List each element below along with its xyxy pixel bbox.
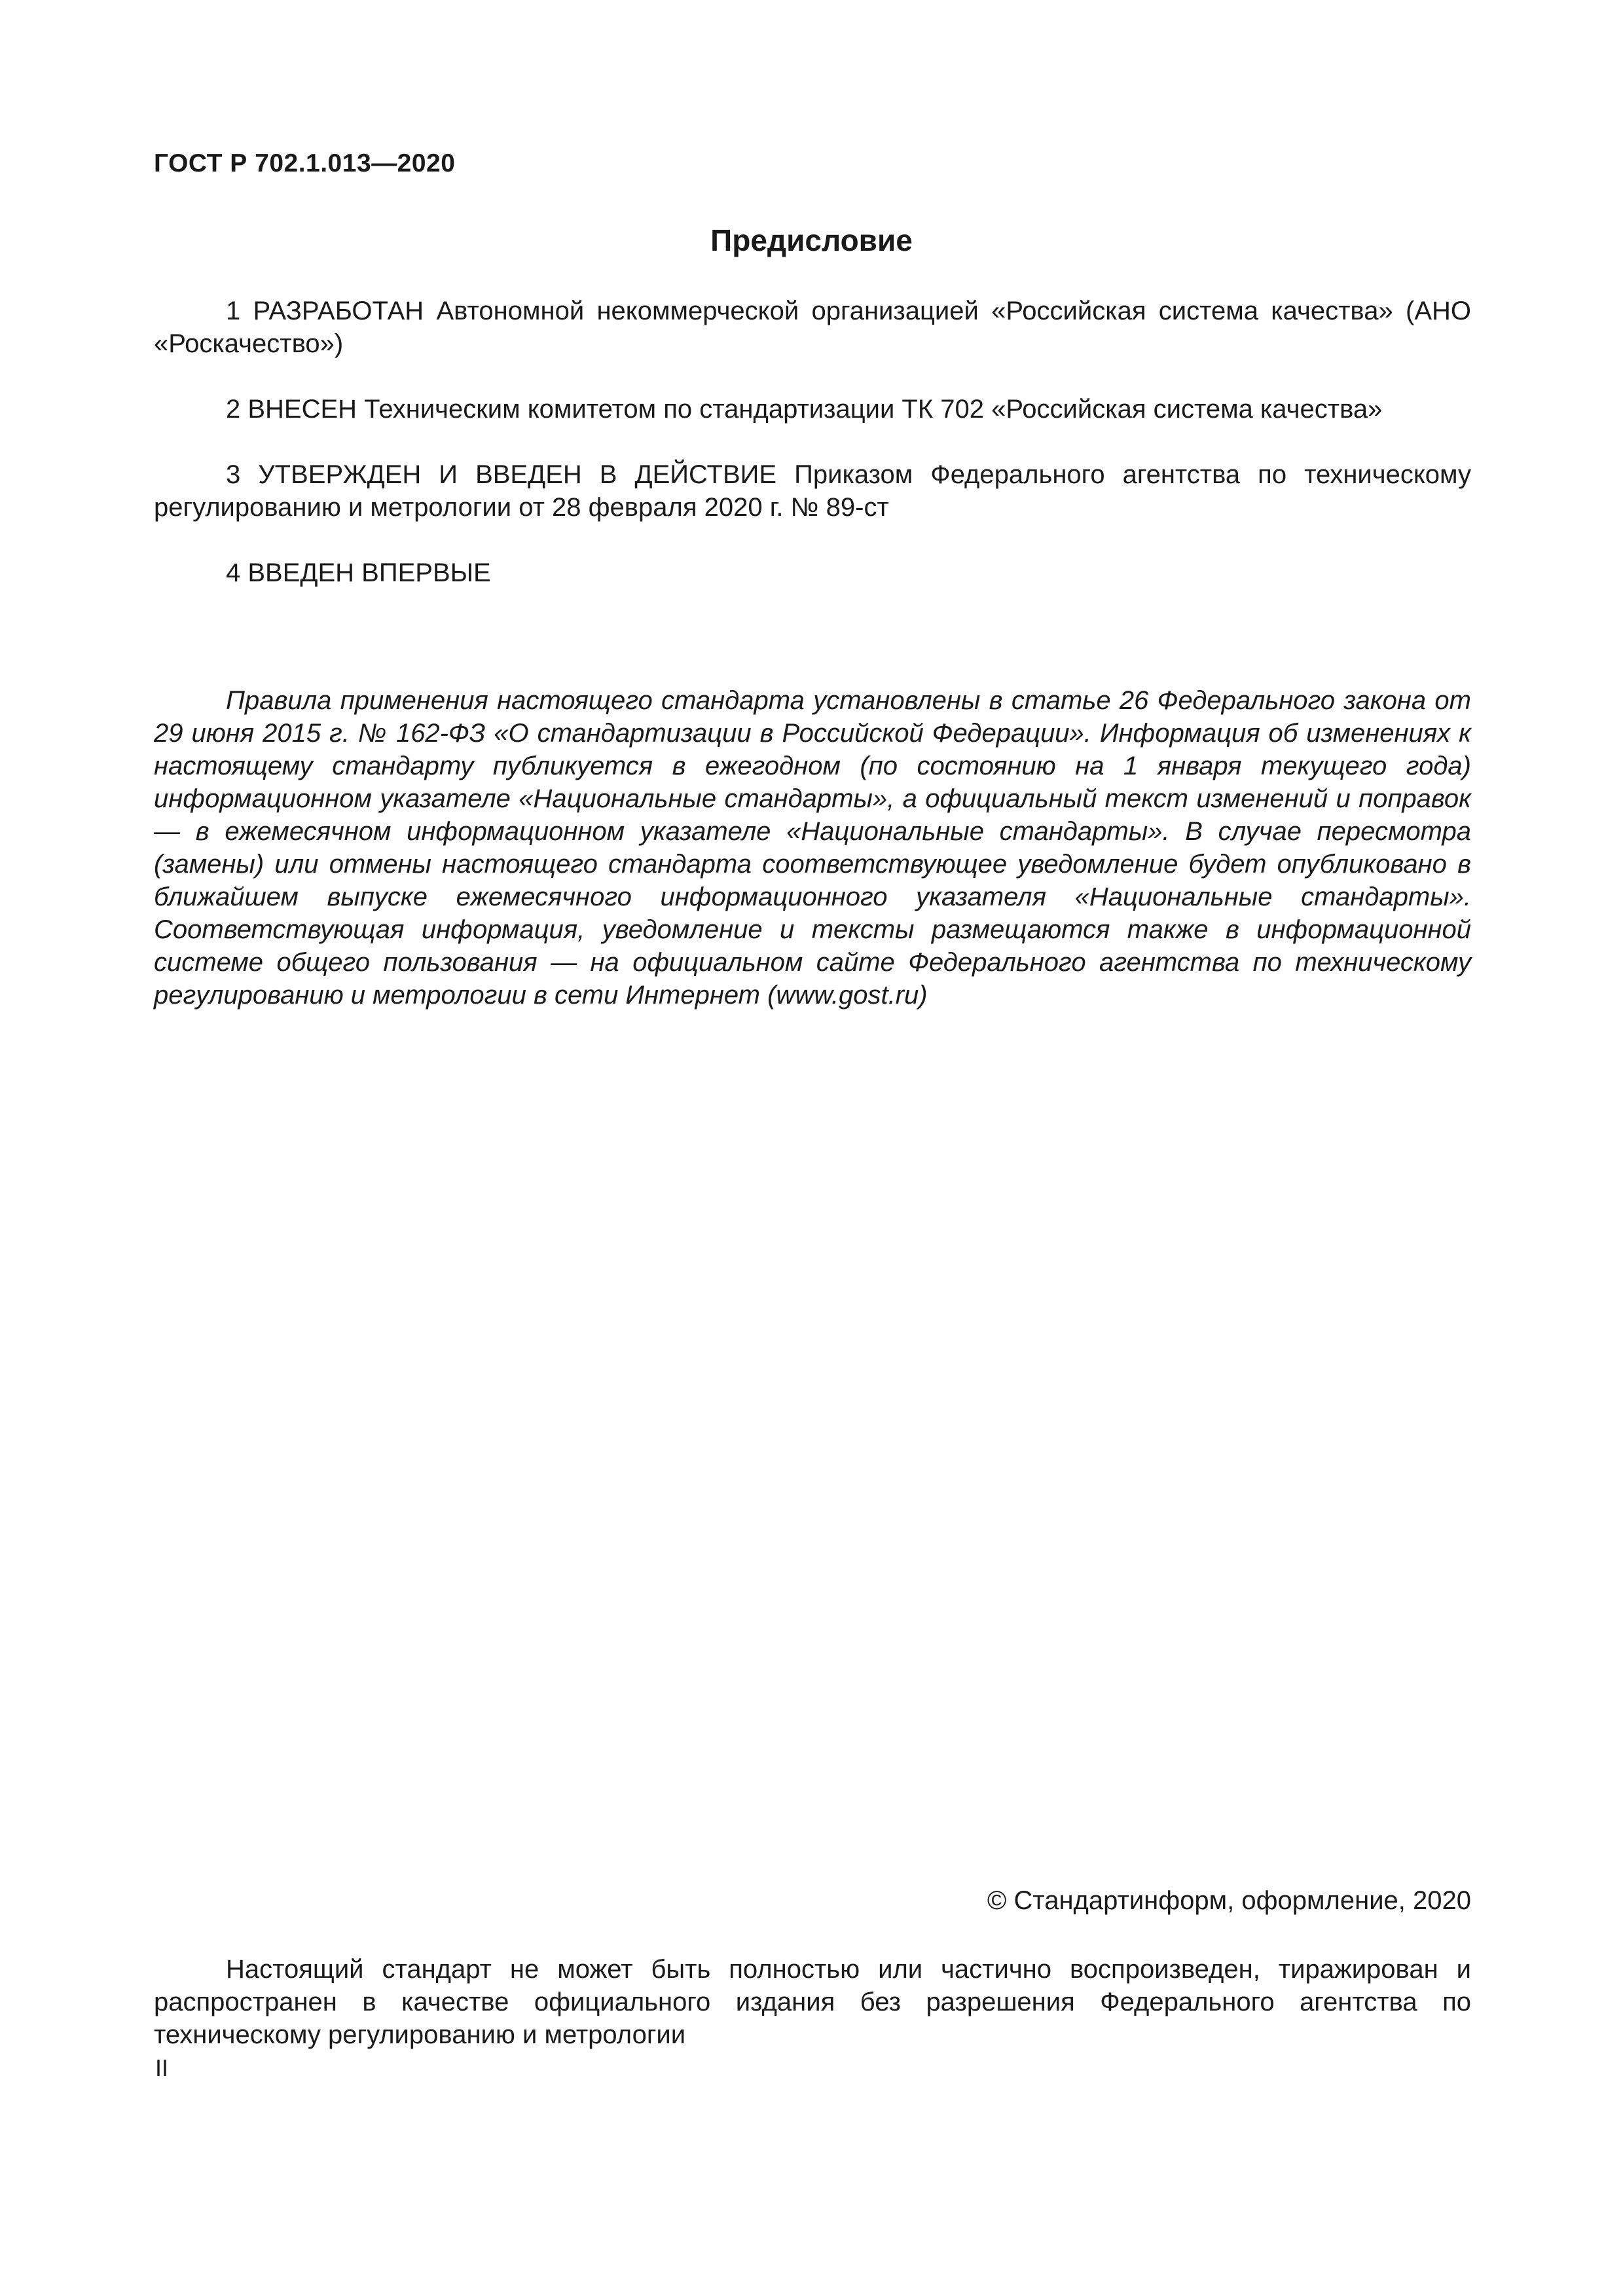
standard-application-notice: Правила применения настоящего стандарта установлены в статье 26 Федерального закона от 29 июня 2015 г. № 162-ФЗ «О стандартизации в Российской Федерации». Информация об изменениях к настоящему стандарту публикуется в ежегодном (по состоянию на 1 января текущего года) информационном указателе «Национальные стандарты», а официальный текст изменений и поправок — в ежемесячном информационном указателе «Национальные стандарты». В случае пересмотра (замены) или отмены настоящего стандарта соответствующее уведомление будет опубликовано в ближайшем выпуске ежемесячного информационного указателя «Национальные стандарты». Соответствующая информация, уведомление и тексты размещаются также в информационной системе общего пользования — на официальном сайте Федерального агентства по техническому регулированию и метрологии в сети Интернет (www.gost.ru) [154,686,1471,1010]
paragraph-introduced-by: 2 ВНЕСЕН Техническим комитетом по стандартизации ТК 702 «Российская система качества» [226,395,1383,424]
paragraph-approved: 3 УТВЕРЖДЕН И ВВЕДЕН В ДЕЙСТВИЕ Приказом Федерального агентства по техническому регулированию и метрологии от 28 февраля 2020 г. № 89-ст [154,460,1471,522]
copyright-line: © Стандартинформ, оформление, 2020 [987,1886,1471,1915]
document-designation: ГОСТ Р 702.1.013—2020 [154,149,456,177]
page-title: Предисловие [710,223,913,257]
page-number: II [155,2054,169,2081]
paragraph-first-introduced: 4 ВВЕДЕН ВПЕРВЫЕ [226,558,491,587]
reproduction-notice: Настоящий стандарт не может быть полностью или частично воспроизведен, тиражирован и распространен в качестве официального издания без разрешения Федерального агентства по техническому регулированию и метрологии [154,1955,1471,2049]
paragraph-developed-by: 1 РАЗРАБОТАН Автономной некоммерческой организацией «Российская система качества» (АНО «Роскачество») [154,297,1471,358]
